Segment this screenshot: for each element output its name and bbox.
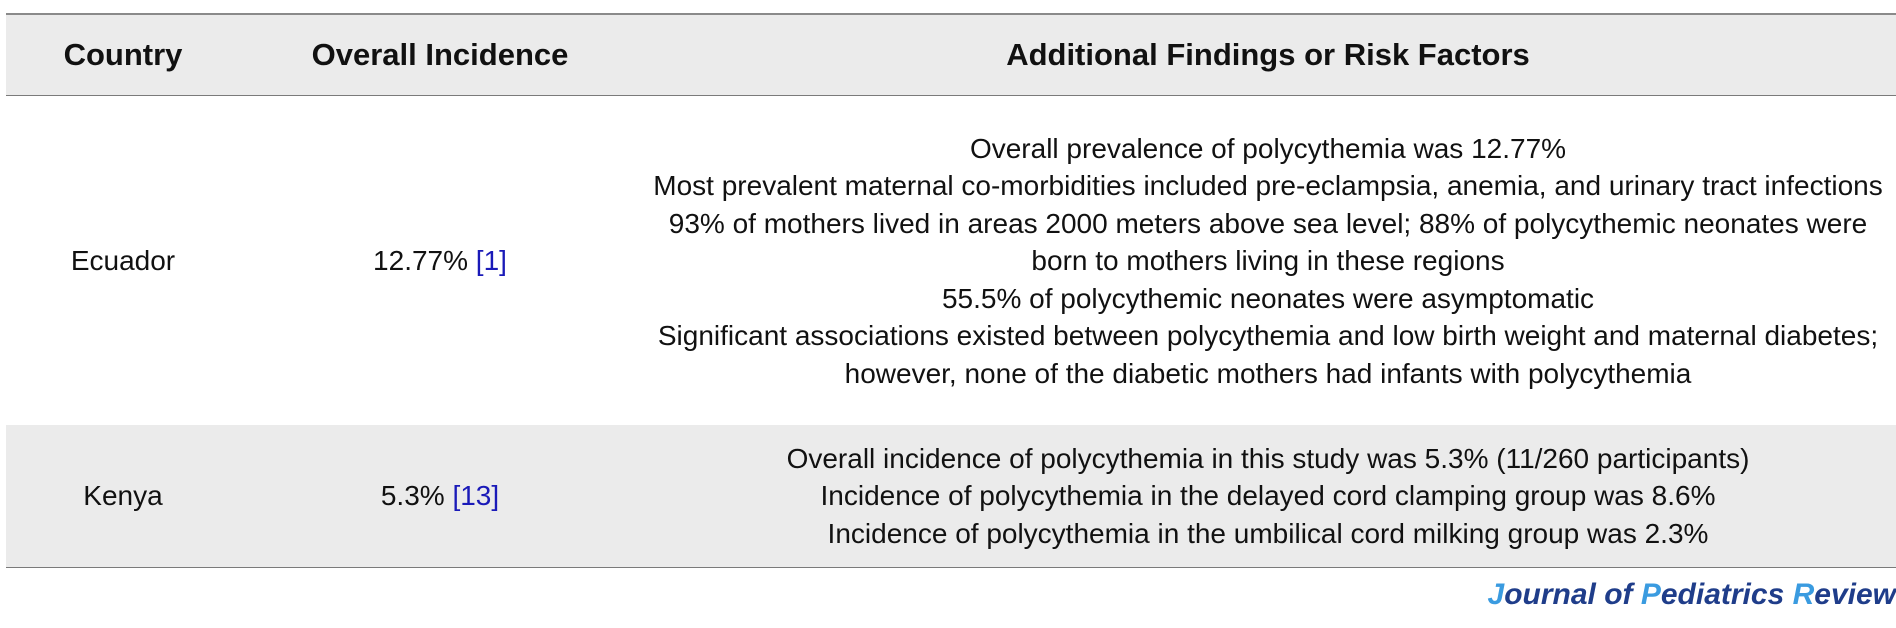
incidence-cell <box>240 425 640 567</box>
finding-line: 93% of mothers lived in areas 2000 meters above sea level; 88% of polycythemic neonates were born to mothers living in these regions <box>668 207 1868 277</box>
logo-letter: J <box>1487 578 1505 611</box>
finding-line: Overall incidence of polycythemia in this study was 5.3% (11/260 participants) <box>786 442 1750 474</box>
header-overall-incidence: Overall Incidence <box>311 37 569 72</box>
findings-cell <box>640 97 1896 425</box>
finding-line: Incidence of polycythemia in the umbilical cord milking group was 2.3% <box>827 517 1709 549</box>
logo-letter: P <box>1640 578 1661 611</box>
reference-link[interactable]: [13] <box>452 480 500 511</box>
incidence-cell <box>240 97 640 425</box>
table-header-row <box>6 15 1896 96</box>
journal-logo <box>1488 578 1896 612</box>
logo-text: eview <box>1814 578 1896 611</box>
country-cell: Kenya <box>83 480 163 511</box>
finding-line: Most prevalent maternal co-morbidities included pre-eclampsia, anemia, and urinary tract infections <box>653 170 1883 202</box>
header-additional-findings: Additional Findings or Risk Factors <box>1006 37 1530 72</box>
table-row <box>6 97 1896 425</box>
incidence-value: 5.3% <box>380 480 445 511</box>
logo-text: ournal of <box>1504 578 1641 611</box>
logo-letter: R <box>1792 578 1815 611</box>
incidence-value: 12.77% <box>373 245 469 276</box>
header-country: Country <box>63 37 183 72</box>
finding-line: Significant associations existed between polycythemia and low birth weight and maternal diabetes; however, none of the diabetic mothers had infants with polycythemia <box>657 320 1879 389</box>
logo-text: ediatrics <box>1660 578 1793 611</box>
finding-line: Incidence of polycythemia in the delayed cord clamping group was 8.6% <box>820 480 1716 512</box>
finding-line: 55.5% of polycythemic neonates were asymptomatic <box>941 282 1595 314</box>
table-row <box>6 425 1896 568</box>
country-cell: Ecuador <box>70 245 176 276</box>
finding-line: Overall prevalence of polycythemia was 12.77% <box>969 132 1567 164</box>
reference-link[interactable]: [1] <box>475 245 507 276</box>
findings-cell <box>640 425 1896 567</box>
